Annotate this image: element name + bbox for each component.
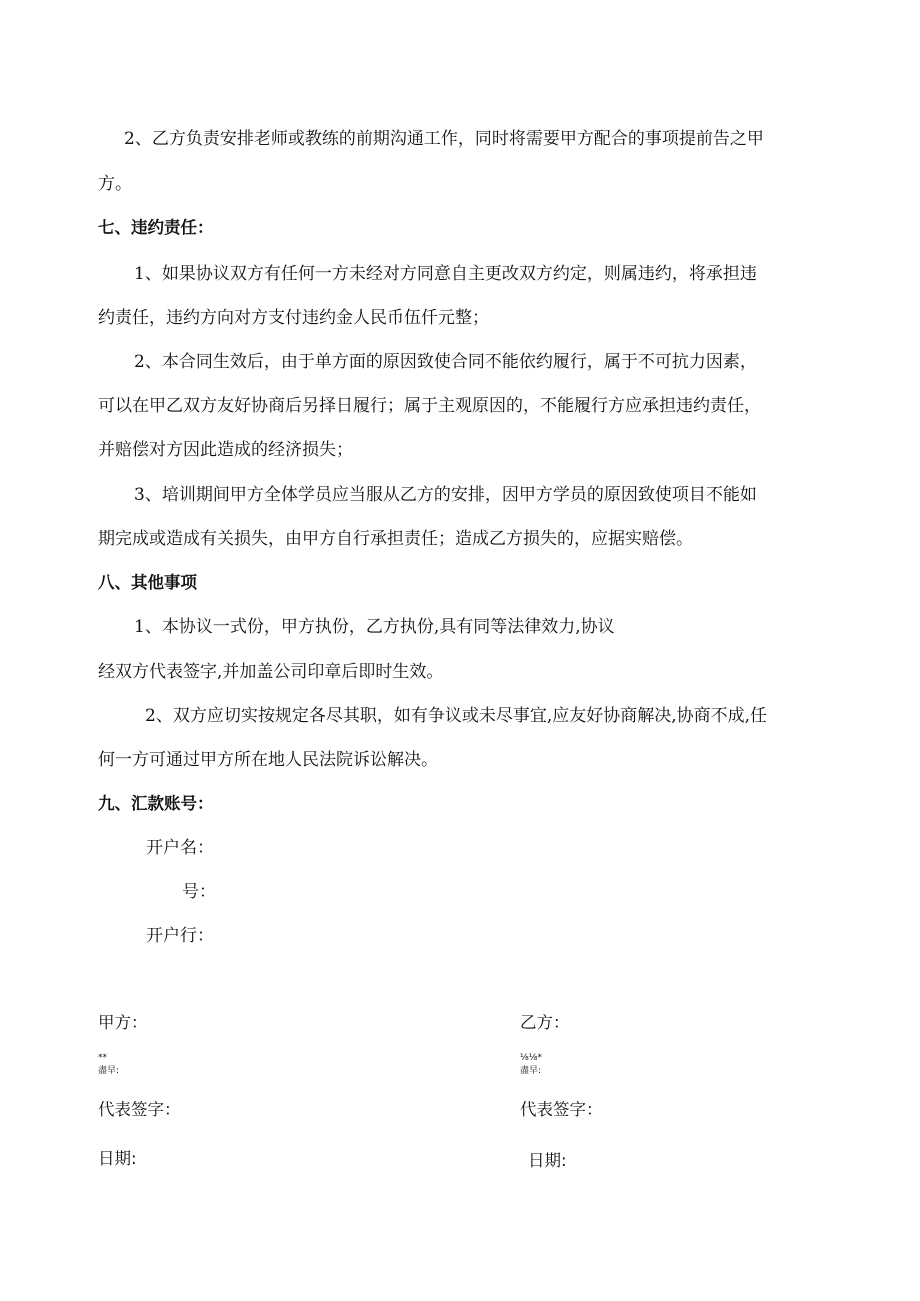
clause-6-2-line-1: 2、乙方负责安排老师或教练的前期沟通工作，同时将需要甲方配合的事项提前告之甲 bbox=[124, 129, 764, 149]
clause-8-2-line-2: 何一方可通过甲方所在地人民法院诉讼解决。 bbox=[98, 750, 438, 770]
section-8-heading: 八、其他事项 bbox=[98, 573, 197, 592]
party-b-date-label: 日期: bbox=[528, 1151, 567, 1170]
account-name-label: 开户名： bbox=[146, 838, 214, 858]
clause-7-3-line-1: 3、培训期间甲方全体学员应当服从乙方的安排，因甲方学员的原因致使项目不能如 bbox=[134, 485, 757, 505]
clause-8-1-line-1: 1、本协议一式份，甲方执份，乙方执份,具有同等法律效力,协议 bbox=[134, 617, 615, 637]
section-9-heading: 九、汇款账号： bbox=[98, 794, 214, 813]
clause-7-1-line-1: 1、如果协议双方有任何一方未经对方同意自主更改双方约定，则属违约，将承担违 bbox=[134, 264, 757, 284]
clause-7-1-line-2: 约责任，违约方向对方支付违约金人民币伍仟元整； bbox=[98, 308, 489, 328]
party-a-date-label: 日期: bbox=[98, 1149, 137, 1168]
clause-7-2-line-3: 并赔偿对方因此造成的经济损失； bbox=[98, 440, 353, 460]
clause-8-1-line-2: 经双方代表签字,并加盖公司印章后即时生效。 bbox=[98, 662, 444, 682]
section-7-heading: 七、违约责任： bbox=[98, 218, 214, 237]
clause-7-3-line-2: 期完成或造成有关损失，由甲方自行承担责任；造成乙方损失的，应据实赔偿。 bbox=[98, 529, 693, 549]
clause-7-2-line-1: 2、本合同生效后，由于单方面的原因致使合同不能依约履行，属于不可抗力因素， bbox=[134, 352, 757, 372]
party-b-seal-line-2: 盡早: bbox=[520, 1066, 542, 1076]
party-a-representative-label: 代表签字： bbox=[98, 1100, 181, 1119]
party-b-representative-label: 代表签字： bbox=[520, 1100, 603, 1119]
clause-6-2-line-2: 方。 bbox=[98, 174, 132, 194]
party-a-seal-line-2: 盡早: bbox=[98, 1066, 120, 1076]
party-a-label: 甲方： bbox=[98, 1013, 148, 1032]
clause-8-2-line-1: 2、双方应切实按规定各尽其职，如有争议或未尽事宜,应友好协商解决,协商不成,任 bbox=[145, 706, 768, 726]
party-b-label: 乙方： bbox=[520, 1013, 570, 1032]
party-b-seal-line-1: ⅛⅛* bbox=[520, 1053, 542, 1063]
bank-label: 开户行： bbox=[146, 926, 214, 946]
clause-7-2-line-2: 可以在甲乙双方友好协商后另择日履行；属于主观原因的，不能履行方应承担违约责任， bbox=[98, 396, 761, 416]
account-number-label: 号： bbox=[182, 882, 216, 902]
party-a-seal-line-1: ** bbox=[98, 1053, 107, 1063]
